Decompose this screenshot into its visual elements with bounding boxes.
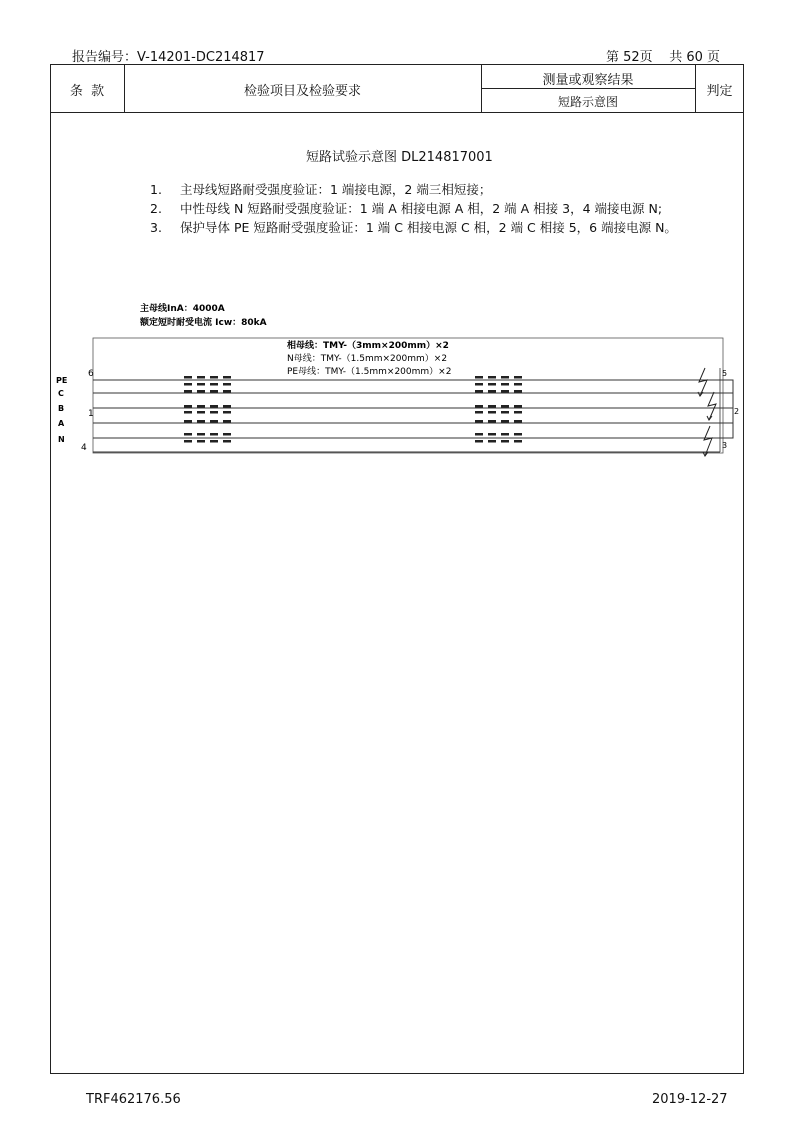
list-item-text: 保护导体 PE 短路耐受强度验证：1 端 C 相接电源 C 相，2 端 C 相接 5，6 端接电源 N。 bbox=[180, 220, 677, 235]
list-item-num: 3. bbox=[150, 220, 162, 235]
list-item-1 bbox=[150, 180, 491, 198]
list-item-text: 主母线短路耐受强度验证：1 端接电源，2 端三相短接； bbox=[180, 182, 492, 197]
n-bus-spec: N母线：TMY-（1.5mm×200mm）×2 bbox=[287, 354, 448, 364]
main-bus-current: 主母线InA：4000A bbox=[140, 304, 225, 314]
page-info: 第 52页 共 60 页 bbox=[606, 50, 721, 65]
rated-current: 额定短时耐受电流 Icw：80kA bbox=[140, 318, 267, 328]
document-date: 2019-12-27 bbox=[652, 1092, 728, 1107]
header-bottom-line bbox=[50, 112, 744, 113]
terminal-5: 5 bbox=[722, 369, 728, 378]
item-header: 检验项目及检验要求 bbox=[243, 84, 361, 99]
bus-label-b: B bbox=[58, 404, 65, 413]
bus-label-a: A bbox=[58, 419, 65, 428]
result-split-line bbox=[481, 88, 695, 89]
list-item-num: 2. bbox=[150, 201, 162, 216]
content-title: 短路试验示意图 DL214817001 bbox=[306, 150, 493, 165]
short-circuit-diagram bbox=[50, 290, 744, 470]
list-item-3 bbox=[150, 218, 677, 236]
bus-label-c: C bbox=[58, 389, 64, 398]
clause-header: 条 款 bbox=[69, 84, 105, 99]
list-item-text: 中性母线 N 短路耐受强度验证：1 端 A 相接电源 A 相，2 端 A 相接 3，4 端接电源 N; bbox=[180, 201, 663, 216]
list-item-num: 1. bbox=[150, 182, 162, 197]
lightning-icon bbox=[699, 368, 707, 396]
result-subheader: 短路示意图 bbox=[557, 95, 618, 109]
short-circuit-symbols bbox=[698, 368, 716, 456]
report-number: 报告编号：V-14201-DC214817 bbox=[72, 50, 265, 65]
bus-support-group-left bbox=[184, 376, 231, 443]
bus-label-pe: PE bbox=[56, 376, 68, 385]
terminal-2: 2 bbox=[734, 407, 740, 416]
bus-support-group-right bbox=[475, 376, 522, 443]
short-connection-bracket bbox=[720, 380, 733, 438]
terminal-4: 4 bbox=[81, 443, 87, 453]
result-header: 测量或观察结果 bbox=[542, 73, 634, 88]
form-number: TRF462176.56 bbox=[86, 1092, 181, 1107]
phase-bus-spec: 相母线：TMY-（3mm×200mm）×2 bbox=[287, 341, 449, 351]
terminal-3: 3 bbox=[722, 441, 728, 450]
bus-label-n: N bbox=[58, 435, 65, 444]
verdict-header: 判定 bbox=[706, 84, 733, 99]
list-item-2 bbox=[150, 199, 662, 217]
terminal-1: 1 bbox=[88, 409, 94, 419]
pe-bus-spec: PE母线：TMY-（1.5mm×200mm）×2 bbox=[287, 367, 452, 377]
lightning-icon bbox=[708, 392, 716, 420]
terminal-6: 6 bbox=[88, 369, 94, 379]
